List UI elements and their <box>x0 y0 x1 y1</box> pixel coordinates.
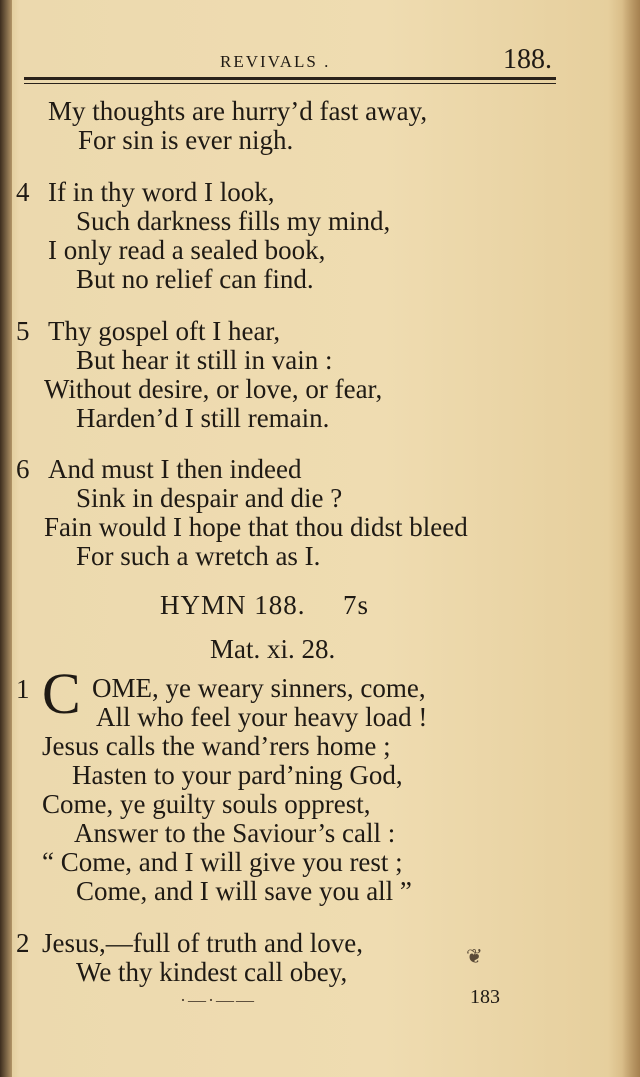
verse-line: If in thy word I look, <box>48 177 275 207</box>
stanza-number: 4 <box>16 177 30 207</box>
drop-capital: C <box>42 661 81 726</box>
verse-line: My thoughts are hurry’d fast away, <box>48 96 428 126</box>
page-edge-shadow <box>622 0 640 1077</box>
verse-line: For such a wretch as I. <box>76 541 321 571</box>
verse-line: Answer to the Saviour’s call : <box>74 818 396 848</box>
verse-line: Jesus calls the wand’rers home ; <box>42 731 391 761</box>
verse-line: Come, ye guilty souls opprest, <box>42 789 371 819</box>
verse-line: OME, ye weary sinners, come, <box>92 673 426 703</box>
scripture-reference: Mat. xi. 28. <box>210 634 336 664</box>
page-number: 188. <box>503 44 552 75</box>
stanza-number: 5 <box>16 316 30 346</box>
verse-line: Such darkness fills my mind, <box>76 206 391 236</box>
page-gutter-shadow <box>0 0 12 1077</box>
verse-line: But no relief can find. <box>76 264 314 294</box>
verse-line: All who feel your heavy load ! <box>96 702 428 732</box>
verse-line: Come, and I will save you all ” <box>76 876 412 906</box>
verse-line: We thy kindest call obey, <box>76 957 348 987</box>
verse-line: “ Come, and I will give you rest ; <box>42 847 403 877</box>
stanza-number: 6 <box>16 454 30 484</box>
verse-line: And must I then indeed <box>48 454 302 484</box>
fleuron-ornament-icon: ❦ <box>466 946 483 968</box>
running-head: REVIVALS . <box>220 52 331 71</box>
header-rule-thick <box>24 77 556 80</box>
footer-dash: ·—·—— <box>180 990 256 1010</box>
verse-line: Harden’d I still remain. <box>76 403 330 433</box>
stanza-number: 2 <box>16 928 30 958</box>
verse-line: I only read a sealed book, <box>48 235 326 265</box>
verse-line: For sin is ever nigh. <box>78 125 294 155</box>
page-header <box>24 44 556 84</box>
verse-line: Sink in despair and die ? <box>76 483 343 513</box>
hymn-meter: 7s <box>343 590 370 620</box>
hymn-number: HYMN 188. <box>160 590 306 620</box>
header-rule-thin <box>24 83 556 84</box>
verse-line: But hear it still in vain : <box>76 345 333 375</box>
stanza-number: 1 <box>16 674 30 704</box>
verse-line: Fain would I hope that thou didst bleed <box>44 512 468 542</box>
hymn-title <box>160 590 369 621</box>
verse-line: Hasten to your pard’ning God, <box>72 760 403 790</box>
verse-line: Jesus,—full of truth and love, <box>42 928 363 958</box>
verse-line: Without desire, or love, or fear, <box>44 374 383 404</box>
catchword: 183 <box>470 986 500 1008</box>
verse-line: Thy gospel oft I hear, <box>48 316 281 346</box>
